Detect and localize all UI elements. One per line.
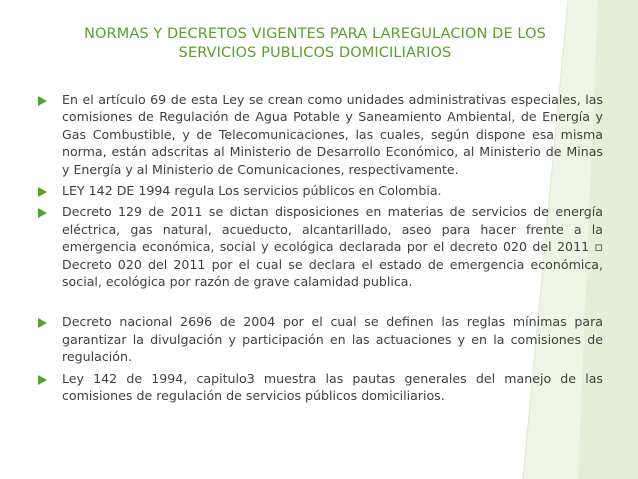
list-item: [38, 313, 603, 365]
bullet-text: Decreto 129 de 2011 se dictan disposiciones en materias de servicios de energía eléctrica, gas natural, acueducto, alcantarillado, aseo para hacer frente a la emergencia económica, social y ecológica declarada por el decreto 020 del 2011 ▫ Decreto 020 del 2011 por el cual se declara el estado de emergencia económica, social, ecológica por razón de grave calamidad publica.: [62, 204, 603, 290]
slide-title: [60, 25, 570, 63]
bullet-text: Decreto nacional 2696 de 2004 por el cual se definen las reglas mínimas para garantizar la divulgación y participación en las actuaciones y en la comisiones de regulación.: [62, 314, 603, 365]
triangle-arrow-right-icon: [38, 187, 47, 197]
bullet-text: En el artículo 69 de esta Ley se crean como unidades administrativas especiales, las comisiones de Regulación de Agua Potable y Saneamiento Ambiental, de Energía y Gas Combustible, y de Telecomunicaciones, las cuales, según dispone esa misma norma, están adscritas al Ministerio de Desarrollo Económico, al Ministerio de Minas y Energía y al Ministerio de Comunicaciones, respectivamente.: [62, 92, 603, 177]
bullet-text: Ley 142 de 1994, capitulo3 muestra las pautas generales del manejo de las comisiones de regulación de servicios públicos domiciliarios.: [62, 370, 603, 404]
bullet-list: [38, 91, 603, 405]
triangle-arrow-right-icon: [38, 208, 47, 218]
list-item: [38, 370, 603, 405]
list-item: [38, 203, 603, 290]
list-item: [38, 182, 603, 199]
slide-title-line-1: NORMAS Y DECRETOS VIGENTES PARA LAREGULACION DE LOS: [84, 26, 546, 42]
list-item: [38, 91, 603, 178]
triangle-arrow-right-icon: [38, 375, 47, 385]
triangle-arrow-right-icon: [38, 318, 47, 328]
slide-title-line-2: SERVICIOS PUBLICOS DOMICILIARIOS: [178, 45, 452, 61]
bullet-text: LEY 142 DE 1994 regula Los servicios públicos en Colombia.: [62, 183, 442, 199]
triangle-arrow-right-icon: [38, 96, 47, 106]
